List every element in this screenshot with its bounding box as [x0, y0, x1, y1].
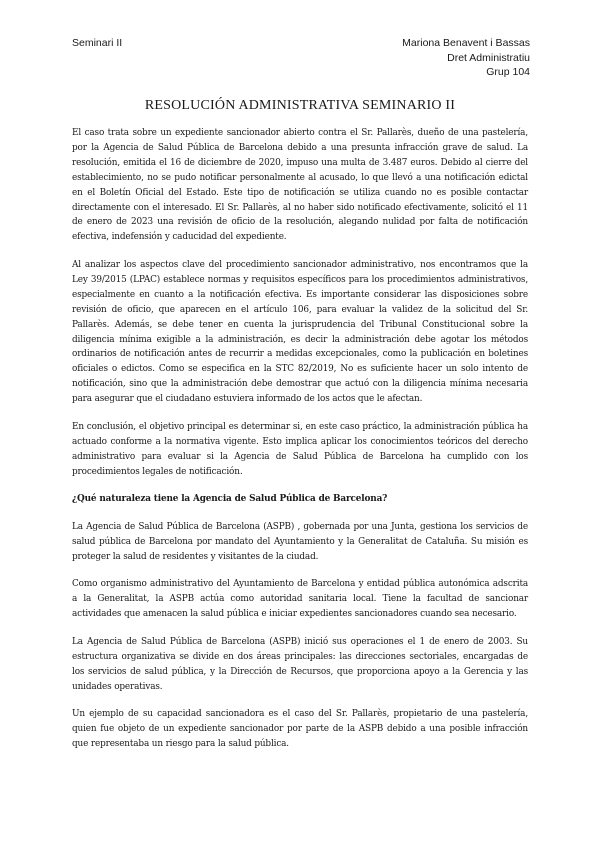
header-author-block: [402, 36, 530, 80]
paragraph-aspb-authority: Como organismo administrativo del Ayuntamiento de Barcelona y entidad pública autonómica adscrita a la Generalitat, la ASPB actúa como autoridad sanitaria local. Tiene la facultad de sancionar actividades que amenacen la salud pública e iniciar expedientes sancionadores cuando sea necesario.: [72, 579, 528, 620]
document-title: RESOLUCIÓN ADMINISTRATIVA SEMINARIO II: [144, 98, 456, 113]
paragraph-legal-analysis: Al analizar los aspectos clave del procedimiento sancionador administrativo, nos encontramos que la Ley 39/2015 (LPAC) establece normas y requisitos específicos para los procedimientos administrativos, especialmente en cuanto a la notificación efectiva. Es importante considerar las disposiciones sobre revisión de oficio, que aparecen en el artículo 106, para evaluar la validez de la solicitud del Sr. Pallarès. Además, se debe tener en cuenta la jurisprudencia del Tribunal Constitucional sobre la diligencia mínima exigible a la administración, es decir la administración debe agotar los métodos ordinarios de notificación antes de recurrir a medidas excepcionales, como la publicación en boletines oficiales o edictos. Como se especifica en la STC 82/2019, No es suficiente hacer un solo intento de notificación, sino que la administración debe demostrar que actuó con la diligencia mínima necesaria para asegurar que el ciudadano estuviera informado de los actos que le afectan.: [72, 260, 528, 405]
paragraph-aspb-structure: La Agencia de Salud Pública de Barcelona (ASPB) inició sus operaciones el 1 de enero de 2003. Su estructura organizativa se divide en dos áreas principales: las direcciones sectoriales, encargadas de los servicios de salud pública, y la Dirección de Recursos, que proporciona apoyo a la Gerencia y las unidades operativas.: [72, 636, 528, 692]
paragraph-conclusion: En conclusión, el objetivo principal es determinar si, en este caso práctico, la administración pública ha actuado conforme a la normativa vigente. Esto implica aplicar los conocimientos teóricos del derecho administrativo para evaluar si la Agencia de Salud Pública de Barcelona ha cumplido con los procedimientos legales de notificación.: [72, 421, 528, 477]
section-question-heading: ¿Qué naturaleza tiene la Agencia de Salud Pública de Barcelona?: [72, 494, 388, 505]
document-body: [72, 126, 528, 765]
header-subject: Dret Administratiu: [447, 51, 530, 64]
header-course: Seminari II: [72, 37, 123, 49]
paragraph-aspb-intro: La Agencia de Salud Pública de Barcelona (ASPB) , gobernada por una Junta, gestiona los servicios de salud pública de Barcelona por mandato del Ayuntamiento y la Generalitat de Cataluña. Su misión es proteger la salud de residentes y visitantes de la ciudad.: [72, 521, 528, 562]
paragraph-aspb-example: Un ejemplo de su capacidad sancionadora es el caso del Sr. Pallarès, propietario de una pastelería, quien fue objeto de un expediente sancionador por parte de la ASPB debido a una posible infracción que representaba un riesgo para la salud pública.: [72, 709, 528, 750]
paragraph-case-summary: El caso trata sobre un expediente sancionador abierto contra el Sr. Pallarès, dueño de una pastelería, por la Agencia de Salud Pública de Barcelona debido a una presunta infracción grave de salud. La resolución, emitida el 16 de diciembre de 2020, impuso una multa de 3.487 euros. Debido al cierre del establecimiento, no se pudo notificar personalmente al acusado, lo que llevó a una notificación edictal en el Boletín Oficial del Estado. Este tipo de notificación se utiliza cuando no es posible contactar directamente con el interesado. El Sr. Pallarès, al no haber sido notificado efectivamente, solicitó el 11 de enero de 2023 una revisión de oficio de la resolución, alegando nulidad por falta de notificación efectiva, indefensión y caducidad del expediente.: [72, 128, 528, 243]
header-group: Grup 104: [486, 66, 530, 78]
header-author-name: Mariona Benavent i Bassas: [402, 37, 530, 49]
